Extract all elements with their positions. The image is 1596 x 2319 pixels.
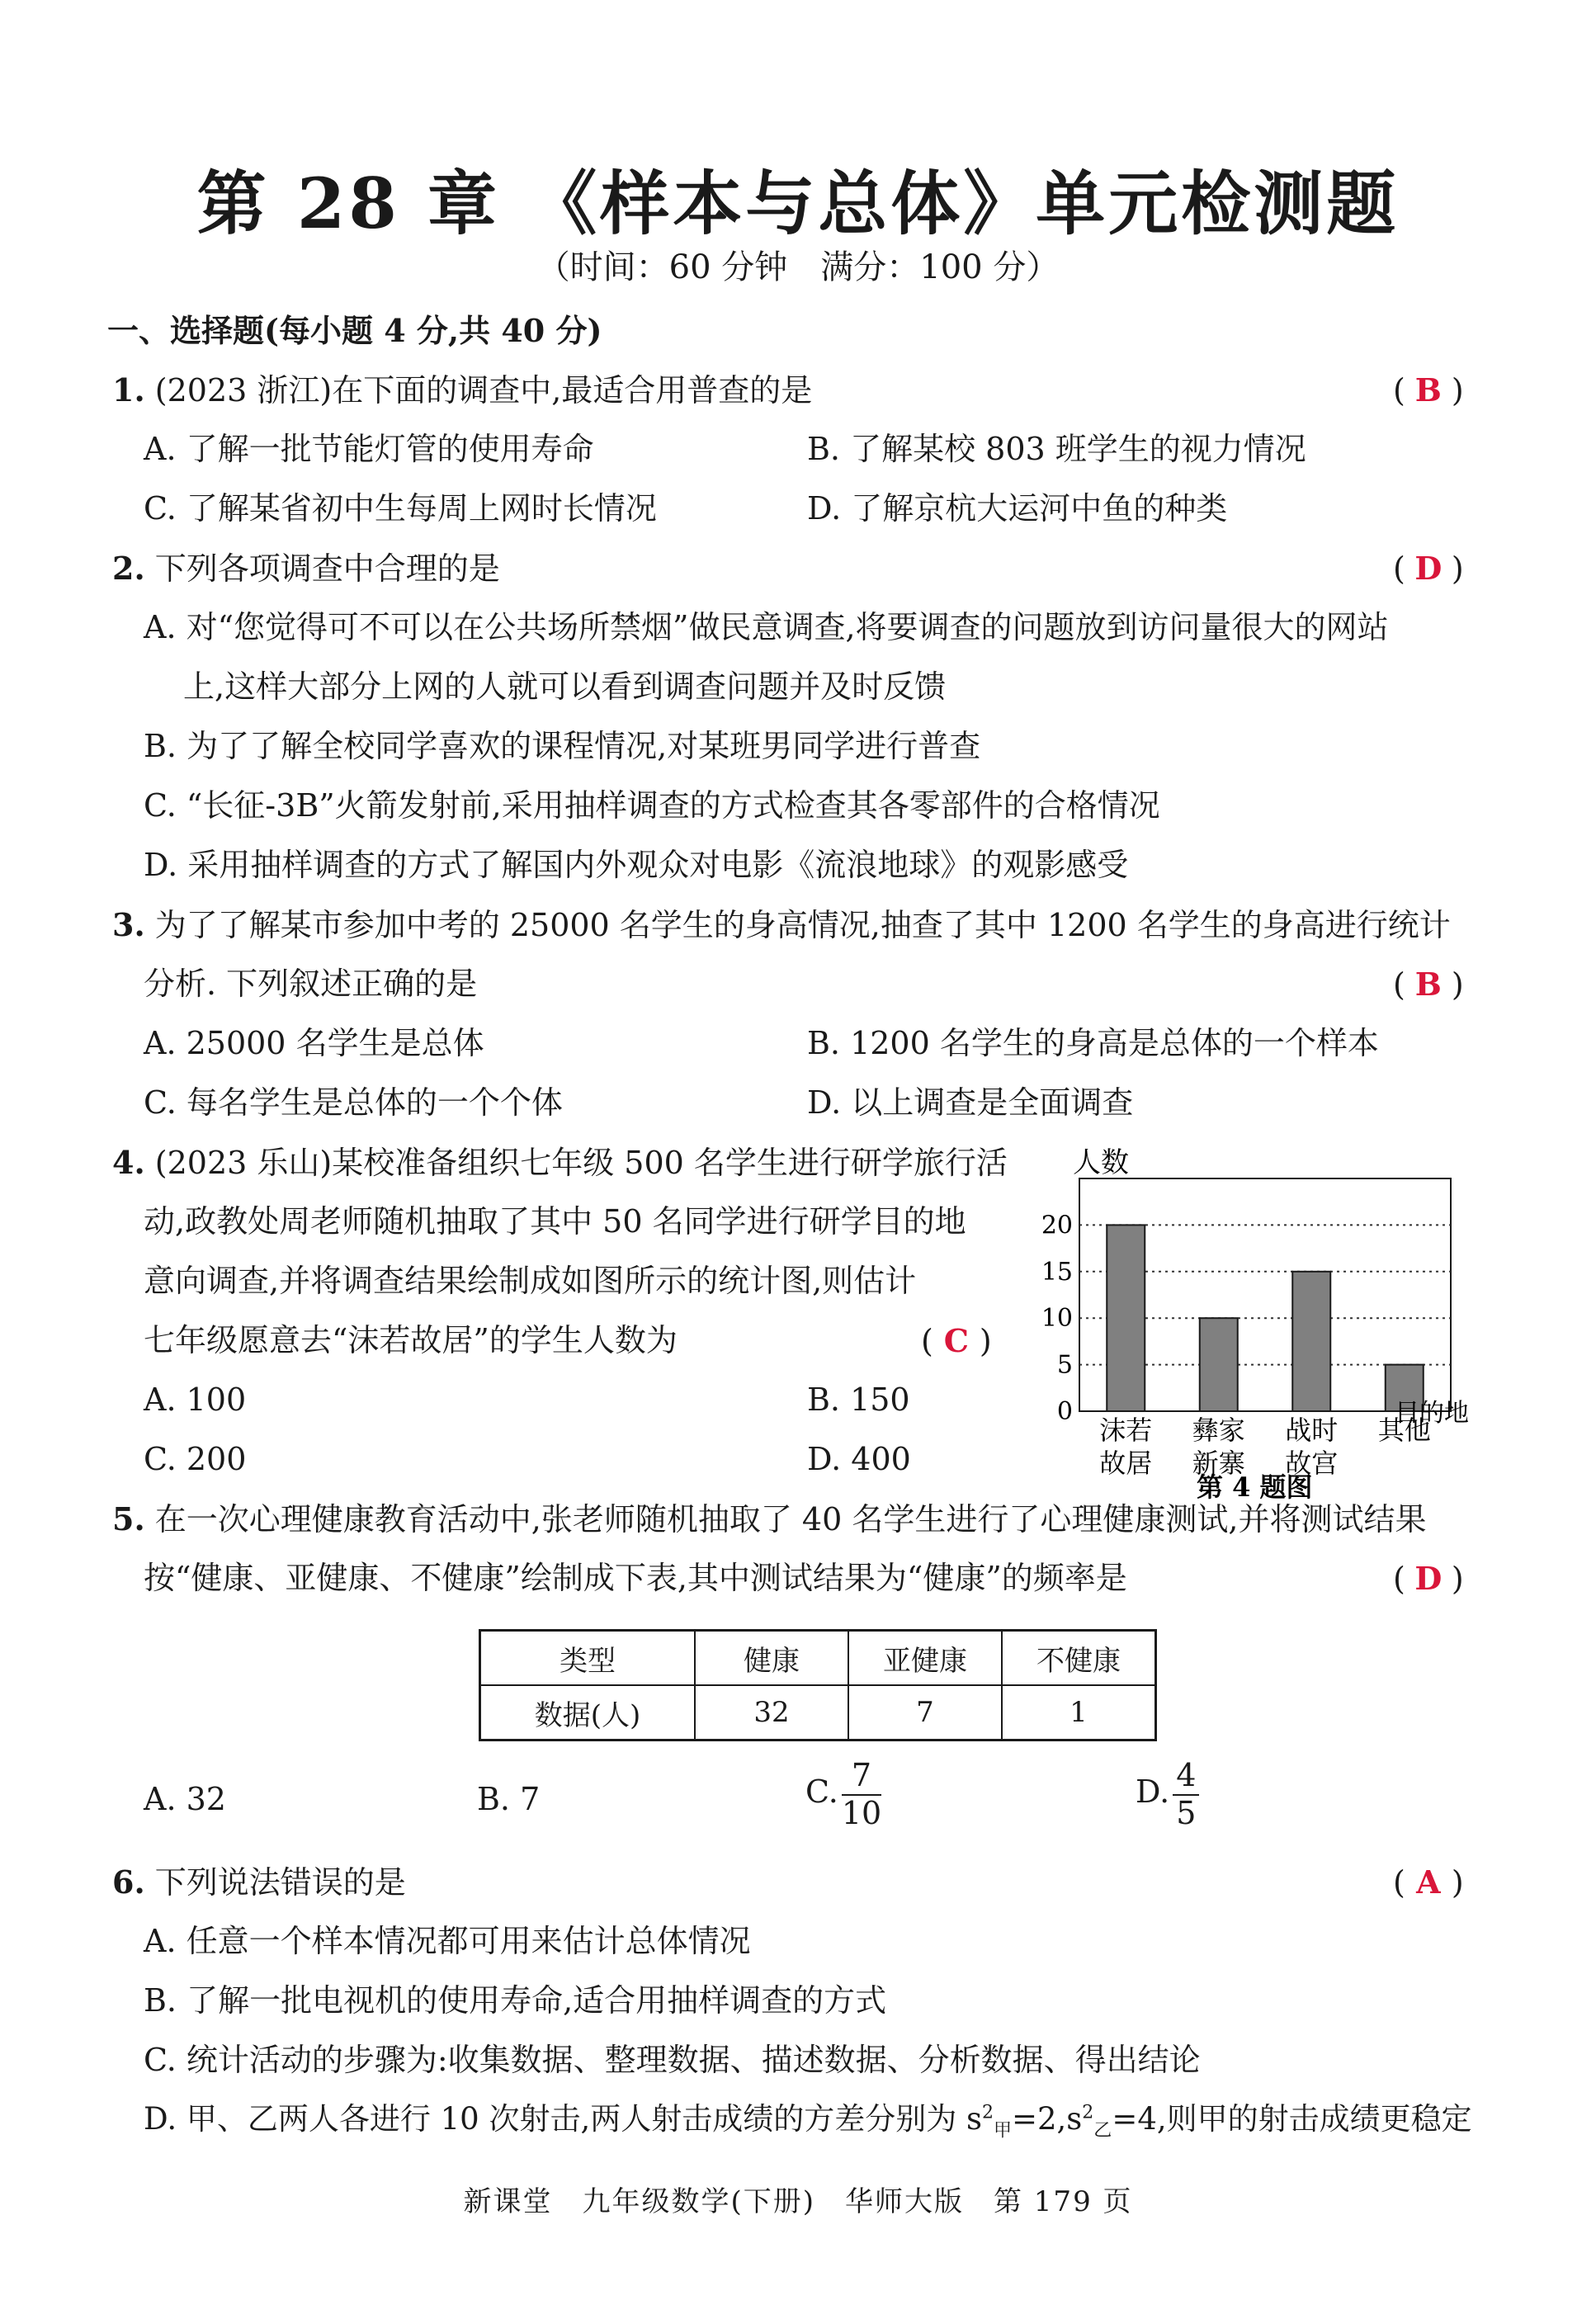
question-6-answer: ( A ) bbox=[1393, 1863, 1464, 1901]
q6-option-a: A. 任意一个样本情况都可用来估计总体情况 bbox=[144, 1923, 751, 1959]
q1-option-b: B. 了解某校 803 班学生的视力情况 bbox=[807, 431, 1306, 467]
question-4-answer: ( C ) bbox=[921, 1322, 992, 1359]
chart-y-tick-label: 10 bbox=[1041, 1304, 1073, 1334]
q4-option-b: B. 150 bbox=[807, 1381, 910, 1418]
q3-option-b: B. 1200 名学生的身高是总体的一个样本 bbox=[807, 1025, 1379, 1061]
q6-option-d-part3: =4,则甲的射击成绩更稳定 bbox=[1112, 2101, 1472, 2137]
q6-option-d-sup-2: 2 bbox=[1082, 2102, 1094, 2123]
question-3 bbox=[112, 906, 1451, 945]
q5-option-c-denominator: 10 bbox=[841, 1794, 882, 1831]
table-cell-label: 数据(人) bbox=[480, 1685, 696, 1740]
question-4-number: 4. bbox=[112, 1144, 145, 1181]
q6-option-c: C. 统计活动的步骤为:收集数据、整理数据、描述数据、分析数据、得出结论 bbox=[144, 2042, 1201, 2078]
question-3-stem: 为了了解某市参加中考的 25000 名学生的身高情况,抽查了其中 1200 名学生的身高进行统计 bbox=[154, 907, 1451, 943]
question-4 bbox=[112, 1144, 1008, 1183]
question-3-number: 3. bbox=[112, 906, 145, 943]
question-4-stem-3: 意向调查,并将调查结果绘制成如图所示的统计图,则估计 bbox=[144, 1263, 917, 1299]
table-header-subhealthy: 亚健康 bbox=[848, 1631, 1002, 1686]
question-4-answer-letter: C bbox=[943, 1322, 969, 1359]
q6-option-d bbox=[144, 2101, 1472, 2142]
q3-option-a: A. 25000 名学生是总体 bbox=[144, 1025, 484, 1061]
q5-option-c-fraction bbox=[842, 1758, 881, 1831]
chart-y-tick-label: 15 bbox=[1041, 1257, 1073, 1287]
q6-option-b: B. 了解一批电视机的使用寿命,适合用抽样调查的方式 bbox=[144, 1982, 887, 2019]
question-3-answer-letter: B bbox=[1414, 966, 1442, 1003]
chart-x-tick-label: 故居 bbox=[1099, 1448, 1153, 1479]
question-1-stem: (2023 浙江)在下面的调查中,最适合用普查的是 bbox=[154, 372, 813, 409]
q5-option-c bbox=[805, 1758, 881, 1831]
chart-y-label: 人数 bbox=[1073, 1146, 1129, 1179]
table-header-unhealthy: 不健康 bbox=[1002, 1631, 1156, 1686]
q5-option-b: B. 7 bbox=[477, 1781, 541, 1817]
question-6 bbox=[112, 1863, 406, 1902]
q3-option-c: C. 每名学生是总体的一个个体 bbox=[144, 1084, 563, 1121]
q2-option-c: C. “长征-3B”火箭发射前,采用抽样调查的方式检查其各零部件的合格情况 bbox=[144, 787, 1160, 824]
question-4-stem-4: 七年级愿意去“沫若故居”的学生人数为 bbox=[144, 1322, 678, 1358]
q5-option-d-prefix: D. bbox=[1136, 1773, 1170, 1811]
q4-option-a: A. 100 bbox=[144, 1381, 247, 1418]
page-title: 第 28 章 《样本与总体》单元检测题 bbox=[196, 163, 1400, 244]
q1-option-a: A. 了解一批节能灯管的使用寿命 bbox=[144, 431, 594, 467]
question-5 bbox=[112, 1500, 1426, 1539]
chart-y-tick-label: 0 bbox=[1056, 1397, 1073, 1426]
q6-option-d-part2: =2,s bbox=[1012, 2101, 1083, 2137]
chart-y-tick-label: 5 bbox=[1056, 1350, 1073, 1380]
q5-option-d-fraction bbox=[1173, 1758, 1199, 1831]
chart-x-tick-label: 故宫 bbox=[1285, 1448, 1339, 1479]
question-1-answer-letter: B bbox=[1414, 371, 1442, 409]
q5-option-c-numerator: 7 bbox=[842, 1758, 881, 1796]
q6-option-d-sup-1: 2 bbox=[981, 2102, 994, 2123]
q1-option-d: D. 了解京杭大运河中鱼的种类 bbox=[807, 490, 1228, 527]
q5-option-c-prefix: C. bbox=[805, 1773, 838, 1811]
question-2-answer-letter: D bbox=[1414, 550, 1443, 587]
question-4-stem: (2023 乐山)某校准备组织七年级 500 名学生进行研学旅行活 bbox=[154, 1145, 1008, 1181]
q2-option-a: A. 对“您觉得可不可以在公共场所禁烟”做民意调查,将要调查的问题放到访问量很大的网站 bbox=[144, 609, 1389, 645]
question-2-stem: 下列各项调查中合理的是 bbox=[154, 550, 500, 587]
q5-option-d-denominator: 5 bbox=[1176, 1794, 1197, 1831]
question-1 bbox=[112, 371, 812, 410]
table-row bbox=[480, 1685, 1156, 1740]
q6-option-d-part1: D. 甲、乙两人各进行 10 次射击,两人射击成绩的方差分别为 s bbox=[144, 2101, 982, 2137]
section-label: 一、选择题(每小题 4 分,共 40 分) bbox=[107, 312, 602, 349]
page-footer: 新课堂 九年级数学(下册) 华师大版 第 179 页 bbox=[463, 2185, 1133, 2218]
question-5-answer-letter: D bbox=[1414, 1560, 1443, 1597]
page-subtitle: （时间：60 分钟 满分：100 分） bbox=[536, 248, 1060, 286]
question-5-answer: ( D ) bbox=[1393, 1560, 1464, 1597]
question-3-answer: ( B ) bbox=[1393, 966, 1464, 1003]
question-6-number: 6. bbox=[112, 1863, 145, 1901]
question-3-stem-cont: 分析. 下列叙述正确的是 bbox=[144, 966, 478, 1002]
question-5-stem-cont: 按“健康、亚健康、不健康”绘制成下表,其中测试结果为“健康”的频率是 bbox=[144, 1560, 1127, 1596]
q6-option-d-sub-2: 乙 bbox=[1093, 2120, 1112, 2142]
chart-bar bbox=[1292, 1272, 1330, 1411]
table-header-type: 类型 bbox=[480, 1631, 696, 1686]
question-6-answer-letter: A bbox=[1416, 1863, 1441, 1901]
question-4-stem-2: 动,政教处周老师随机抽取了其中 50 名同学进行研学目的地 bbox=[144, 1203, 966, 1240]
chart-bar bbox=[1107, 1225, 1145, 1411]
q1-option-c: C. 了解某省初中生每周上网时长情况 bbox=[144, 490, 657, 527]
chart-x-label: 目的地 bbox=[1395, 1399, 1469, 1428]
chart-x-tick-label: 其他 bbox=[1377, 1415, 1431, 1446]
question-2 bbox=[112, 550, 500, 588]
q5-option-d-numerator: 4 bbox=[1173, 1758, 1199, 1796]
question-2-answer: ( D ) bbox=[1393, 550, 1464, 587]
q2-option-d: D. 采用抽样调查的方式了解国内外观众对电影《流浪地球》的观影感受 bbox=[144, 847, 1129, 883]
q4-option-d: D. 400 bbox=[807, 1441, 911, 1477]
q5-option-d bbox=[1136, 1758, 1199, 1831]
chart-x-tick-label: 新寨 bbox=[1192, 1448, 1245, 1479]
q4-option-c: C. 200 bbox=[144, 1441, 247, 1477]
question-6-stem: 下列说法错误的是 bbox=[154, 1864, 406, 1901]
q5-option-a: A. 32 bbox=[144, 1781, 226, 1817]
chart-y-tick-label: 20 bbox=[1041, 1211, 1073, 1240]
question-5-number: 5. bbox=[112, 1500, 145, 1537]
question-1-number: 1. bbox=[112, 371, 145, 409]
chart-bar bbox=[1200, 1318, 1238, 1411]
question-1-answer: ( B ) bbox=[1393, 371, 1464, 409]
chart-caption: 第 4 题图 bbox=[1197, 1471, 1313, 1503]
table-header-row bbox=[480, 1631, 1156, 1686]
table-cell-subhealthy: 7 bbox=[848, 1685, 1002, 1740]
chart-x-tick-label: 沫若 bbox=[1099, 1415, 1153, 1446]
table-cell-healthy: 32 bbox=[695, 1685, 848, 1740]
question-2-number: 2. bbox=[112, 550, 145, 587]
q5-table bbox=[479, 1629, 1157, 1741]
q2-option-b: B. 为了了解全校同学喜欢的课程情况,对某班男同学进行普查 bbox=[144, 728, 981, 764]
q6-option-d-sub-1: 甲 bbox=[993, 2120, 1012, 2142]
bar-chart bbox=[1040, 1131, 1502, 1510]
table-cell-unhealthy: 1 bbox=[1002, 1685, 1156, 1740]
q3-option-d: D. 以上调查是全面调查 bbox=[807, 1084, 1134, 1121]
q2-option-a-cont: 上,这样大部分上网的人就可以看到调查问题并及时反馈 bbox=[183, 668, 947, 705]
chart-x-tick-label: 战时 bbox=[1285, 1415, 1339, 1446]
question-5-stem: 在一次心理健康教育活动中,张老师随机抽取了 40 名学生进行了心理健康测试,并将测试结果 bbox=[154, 1501, 1427, 1537]
table-header-healthy: 健康 bbox=[695, 1631, 848, 1686]
chart-x-tick-label: 彝家 bbox=[1192, 1415, 1245, 1446]
